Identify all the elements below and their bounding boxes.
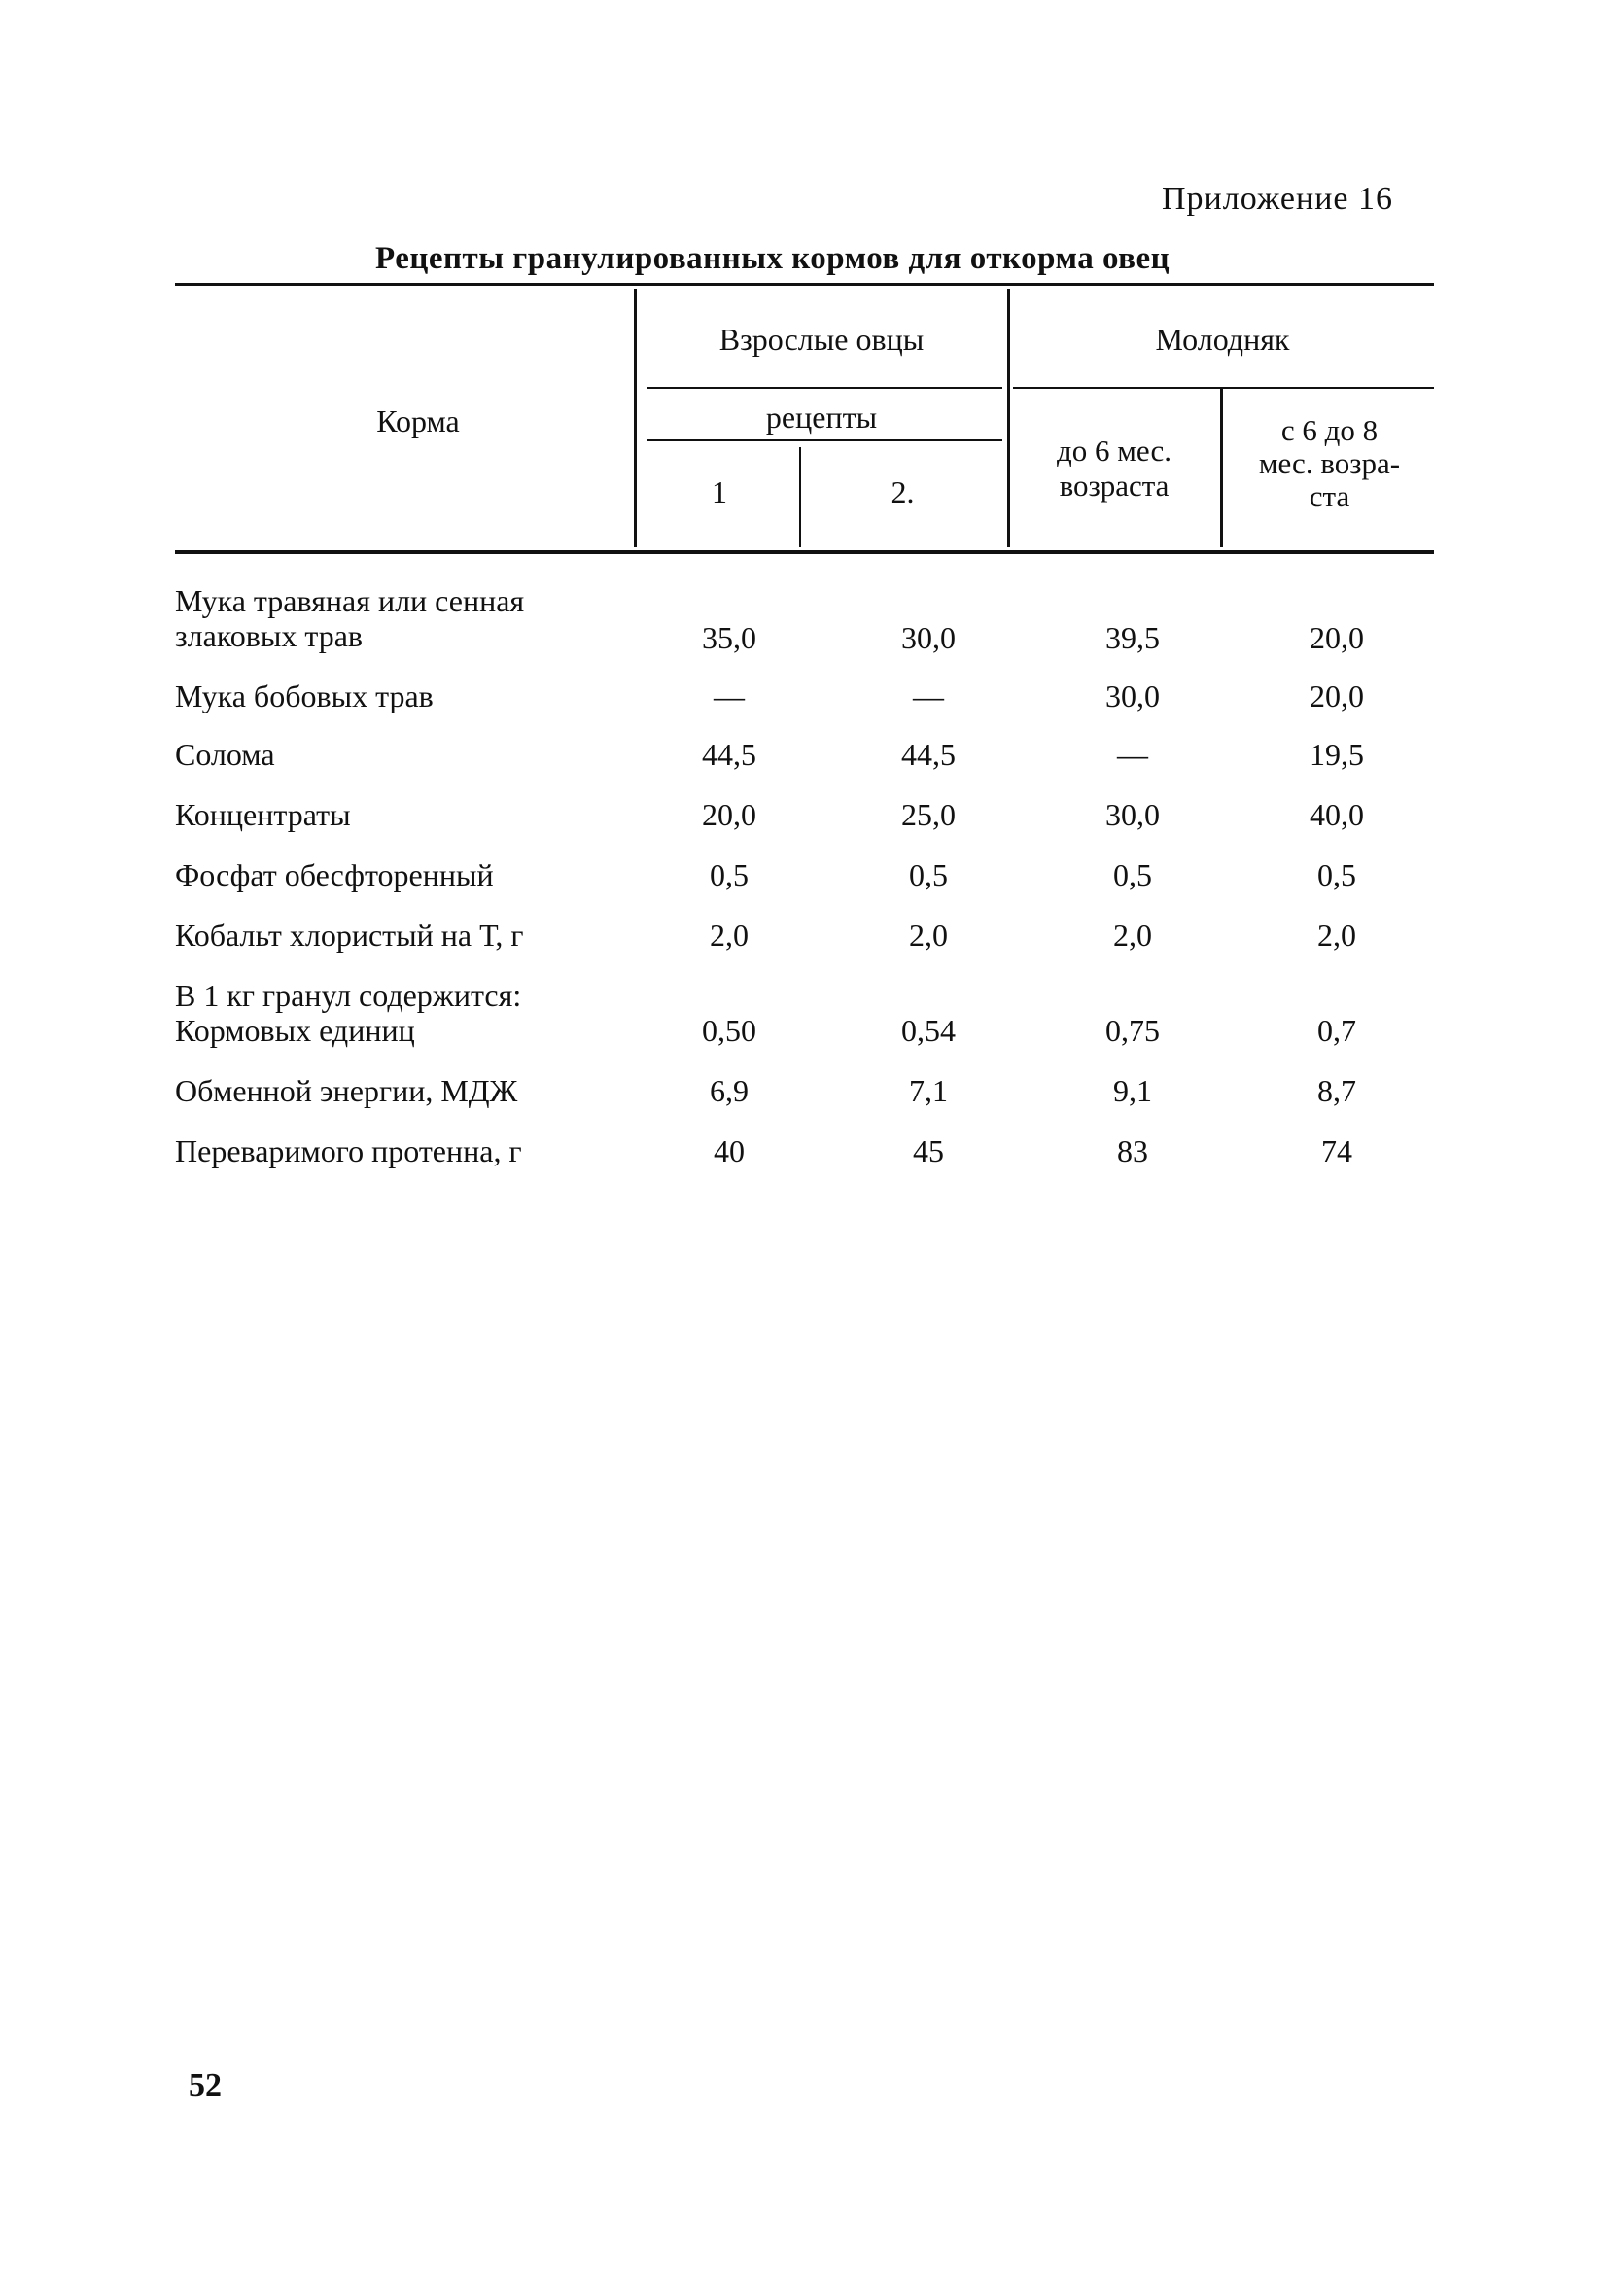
cell: 30,0 <box>901 620 956 655</box>
cell: 20,0 <box>702 797 756 832</box>
cell: 0,5 <box>710 857 749 892</box>
cell: 2,0 <box>1317 918 1356 953</box>
appendix-label: Приложение 16 <box>1162 181 1393 217</box>
row-label-feed-units <box>175 978 521 1048</box>
page-number: 52 <box>189 2068 222 2104</box>
header-feed: Корма <box>376 403 460 438</box>
cell: 0,75 <box>1105 1013 1160 1048</box>
cell: 9,1 <box>1113 1073 1152 1108</box>
divider-recipes <box>799 447 801 547</box>
header-recipe-1: 1 <box>712 474 727 509</box>
header-young-6-to-8-line1: с 6 до 8 <box>1280 413 1379 447</box>
cell: 0,5 <box>1317 857 1356 892</box>
cell: 19,5 <box>1310 737 1364 772</box>
row-label-grass-meal <box>175 583 524 653</box>
cell: 2,0 <box>1113 918 1152 953</box>
divider-feed <box>634 289 637 547</box>
cell: 45 <box>913 1133 944 1168</box>
cell: 0,54 <box>901 1013 956 1048</box>
row-label-energy: Обменной энергии, МДЖ <box>175 1073 518 1108</box>
table-title: Рецепты гранулированных кормов для откорма овец <box>375 241 1171 276</box>
rule-under-recipes <box>647 439 1002 441</box>
cell: 44,5 <box>901 737 956 772</box>
cell: 6,9 <box>710 1073 749 1108</box>
cell: — <box>1117 737 1148 772</box>
cell: 20,0 <box>1310 678 1364 713</box>
header-young-under-6 <box>1011 434 1217 504</box>
divider-young-ages <box>1220 389 1223 547</box>
cell: — <box>714 678 745 713</box>
cell: 0,5 <box>909 857 948 892</box>
cell: 74 <box>1321 1133 1352 1168</box>
row-label-cobalt: Кобальт хлористый на Т, г <box>175 918 524 953</box>
cell: 40 <box>714 1133 745 1168</box>
header-recipe-2: 2. <box>891 474 915 509</box>
row-label-line: В 1 кг гранул содержится: <box>175 978 522 1013</box>
cell: 40,0 <box>1310 797 1364 832</box>
row-label-line: Кормовых единиц <box>175 1013 415 1048</box>
row-label-protein: Переваримого протенна, г <box>175 1133 522 1168</box>
row-label-straw: Солома <box>175 737 275 772</box>
cell: 2,0 <box>710 918 749 953</box>
cell: 0,7 <box>1317 1013 1356 1048</box>
cell: 44,5 <box>702 737 756 772</box>
header-bottom-rule <box>175 550 1434 554</box>
header-young-6-to-8-line2: мес. возра- <box>1258 446 1401 480</box>
cell: 0,50 <box>702 1013 756 1048</box>
rule-under-adult <box>647 387 1002 389</box>
header-young-6-to-8-line3: ста <box>1309 479 1350 513</box>
cell: 35,0 <box>702 620 756 655</box>
row-label-legume-meal: Мука бобовых трав <box>175 678 434 713</box>
header-young-under-6-line1: до 6 мес. <box>1057 434 1171 468</box>
cell: 39,5 <box>1105 620 1160 655</box>
header-recipes: рецепты <box>765 400 878 435</box>
cell: 30,0 <box>1105 678 1160 713</box>
table-top-rule <box>175 283 1434 286</box>
row-label-line: Мука травяная или сенная <box>175 583 525 618</box>
cell: 0,5 <box>1113 857 1152 892</box>
divider-adult-young <box>1007 289 1010 547</box>
cell: 8,7 <box>1317 1073 1356 1108</box>
header-young-under-6-line2: возраста <box>1059 469 1170 503</box>
row-label-concentrates: Концентраты <box>175 797 351 832</box>
header-young-6-to-8 <box>1225 414 1434 513</box>
cell: 2,0 <box>909 918 948 953</box>
rule-under-young <box>1013 387 1434 389</box>
cell: 30,0 <box>1105 797 1160 832</box>
cell: 20,0 <box>1310 620 1364 655</box>
cell: 83 <box>1117 1133 1148 1168</box>
cell: — <box>913 678 944 713</box>
row-label-phosphate: Фосфат обесфторенный <box>175 857 494 892</box>
cell: 25,0 <box>901 797 956 832</box>
cell: 7,1 <box>909 1073 948 1108</box>
header-young: Молодняк <box>1155 322 1290 357</box>
row-label-line: злаковых трав <box>175 618 364 653</box>
header-adult-sheep: Взрослые овцы <box>718 322 925 357</box>
